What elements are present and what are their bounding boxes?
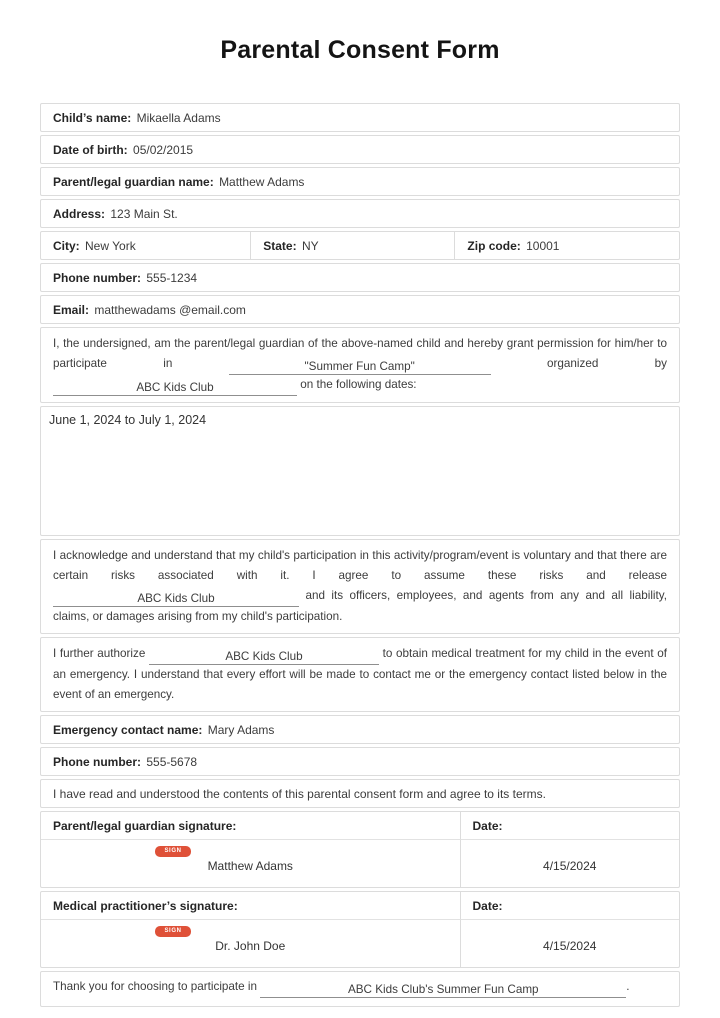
medical-signature-block (40, 891, 680, 968)
acknowledge-text-1: I acknowledge and understand that my child's participation in this activity/program/event is voluntary and that there are certain risks associated with it. I agree to assume these risks and release (53, 549, 667, 582)
medical-signature-field[interactable] (41, 919, 460, 967)
consent-text-2: organized by (547, 357, 667, 370)
medical-signature-header (41, 892, 460, 919)
phone-label: Phone number: (53, 271, 142, 285)
field-phone[interactable] (40, 263, 680, 292)
guardian-signature-header (41, 812, 460, 839)
footer-text-1: Thank you for choosing to participate in (53, 980, 258, 993)
child-name-label: Child’s name: (53, 111, 132, 125)
field-guardian-name[interactable] (40, 167, 680, 196)
agreement-text: I have read and understood the contents of this parental consent form and agree to its terms. (53, 787, 546, 801)
authorize-paragraph (40, 637, 680, 712)
child-name-value[interactable]: Mikaella Adams (136, 111, 221, 125)
city-value[interactable]: New York (85, 239, 136, 253)
guardian-date-label: Date: (472, 819, 503, 833)
guardian-name-value[interactable]: Matthew Adams (219, 175, 305, 189)
medical-signature-value[interactable]: Dr. John Doe (215, 939, 286, 953)
dates-value: June 1, 2024 to July 1, 2024 (49, 413, 207, 427)
zip-value[interactable]: 10001 (526, 239, 560, 253)
city-label: City: (53, 239, 80, 253)
footer-note (40, 971, 680, 1007)
medical-date-header (460, 892, 679, 919)
phone-value[interactable]: 555-1234 (146, 271, 198, 285)
footer-organization-blank[interactable]: ABC Kids Club's Summer Fun Camp (260, 982, 626, 998)
activity-name-blank[interactable]: "Summer Fun Camp" (229, 359, 491, 375)
guardian-signature-block (40, 811, 680, 888)
guardian-signature-label: Parent/legal guardian signature: (53, 819, 237, 833)
field-date-of-birth[interactable] (40, 135, 680, 164)
field-emergency-contact-name[interactable] (40, 715, 680, 744)
zip-label: Zip code: (467, 239, 521, 253)
consent-text-3: on the following dates: (300, 378, 417, 391)
dob-label: Date of birth: (53, 143, 128, 157)
medical-date-label: Date: (472, 899, 503, 913)
acknowledge-text-2: and its officers, employees, and agents from any and all liability, claims, or damages arising from my child's participation. (53, 589, 668, 623)
agreement-statement (40, 779, 680, 808)
consent-form (40, 103, 680, 1007)
guardian-name-label: Parent/legal guardian name: (53, 175, 214, 189)
medical-signature-label: Medical practitioner’s signature: (53, 899, 238, 913)
organization-blank[interactable]: ABC Kids Club (53, 380, 297, 396)
acknowledge-paragraph (40, 539, 680, 634)
medical-date-field[interactable] (460, 919, 679, 967)
dates-field[interactable] (40, 406, 680, 536)
field-emergency-phone[interactable] (40, 747, 680, 776)
guardian-date-value[interactable]: 4/15/2024 (543, 859, 597, 873)
page-title: Parental Consent Form (220, 36, 500, 64)
release-organization-blank[interactable]: ABC Kids Club (53, 591, 299, 607)
dob-value[interactable]: 05/02/2015 (133, 143, 194, 157)
field-state[interactable] (250, 232, 454, 259)
emergency-phone-label: Phone number: (53, 755, 142, 769)
guardian-date-field[interactable] (460, 839, 679, 887)
emergency-contact-label: Emergency contact name: (53, 723, 203, 737)
authorize-text-1: I further authorize (53, 647, 146, 660)
authorize-text-2: to obtain medical treatment for my child in the event of an emergency. I understand that every effort will be made to contact me or the emergency contact listed below in the event of an emergency. (53, 647, 667, 701)
guardian-date-header (460, 812, 679, 839)
address-value[interactable]: 123 Main St. (110, 207, 178, 221)
field-child-name[interactable] (40, 103, 680, 132)
medical-date-value[interactable]: 4/15/2024 (543, 939, 597, 953)
field-address[interactable] (40, 199, 680, 228)
field-row-city-state-zip (40, 231, 680, 260)
footer-period: . (626, 980, 630, 993)
email-value[interactable]: matthewadams @email.com (94, 303, 246, 317)
field-zip[interactable] (454, 232, 679, 259)
authorize-organization-blank[interactable]: ABC Kids Club (149, 649, 379, 665)
sign-badge[interactable]: SIGN (155, 846, 191, 857)
guardian-signature-value[interactable]: Matthew Adams (207, 859, 293, 873)
state-value[interactable]: NY (301, 239, 319, 253)
field-email[interactable] (40, 295, 680, 324)
guardian-signature-field[interactable] (41, 839, 460, 887)
emergency-phone-value[interactable]: 555-5678 (146, 755, 198, 769)
emergency-contact-value[interactable]: Mary Adams (207, 723, 275, 737)
consent-paragraph (40, 327, 680, 403)
consent-text-1: I, the undersigned, am the parent/legal guardian of the above-named child and hereby grant permission for him/her to participate in (53, 337, 667, 370)
field-city[interactable] (41, 232, 250, 259)
address-label: Address: (53, 207, 106, 221)
email-label: Email: (53, 303, 90, 317)
state-label: State: (263, 239, 297, 253)
sign-badge[interactable]: SIGN (155, 926, 191, 937)
